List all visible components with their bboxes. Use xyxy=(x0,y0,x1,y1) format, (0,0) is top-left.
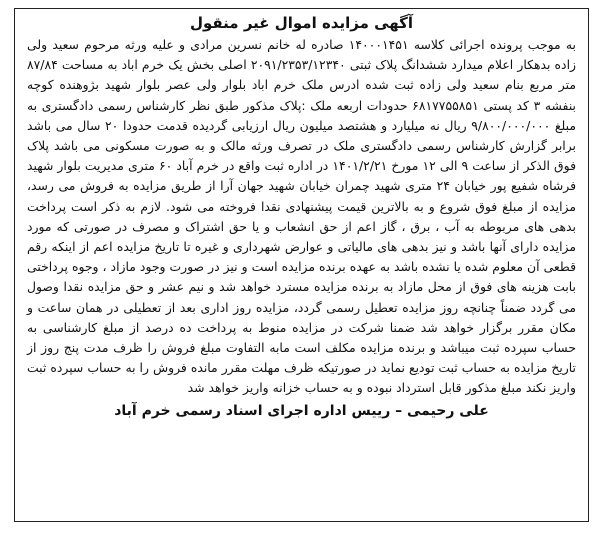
auction-notice xyxy=(14,8,589,522)
notice-title: آگهی مزایده اموال غیر منقول xyxy=(189,14,414,32)
notice-signature: علی رحیمی – رییس اداره اجرای اسناد رسمی خرم آباد xyxy=(114,402,489,419)
notice-body: به موجب پرونده اجرائی کلاسه ۱۴۰۰۰۱۴۵۱ صادره له خانم نسرین مرادی و علیه ورثه مرحوم سعید ولی زاده بدهکار اعلام میدارد ششدانگ پلاک ثبتی ۲۰۹۱/۲۳۵۳/۱۲۳۴۰ اصلی بخش یک خرم اباد به مساحت ۸۷/۸۴ متر مربع بنام سعید ولی زاده ثبت شده ادرس ملک خرم اباد بلوار ولی عصر بلوار شهید بژوهنده کوچه بنفشه ۳ کد پستی ۶۸۱۷۷۵۵۸۵۱ حدودات اربعه ملک :پلاک مذکور طبق نظر کارشناس رسمی دادگستری به مبلغ ۹/۸۰۰/۰۰۰/۰۰۰ ریال نه میلیارد و هشتصد میلیون ریال ارزیابی گردیده قدمت حدودا ۲۰ سال می باشد برابر گزارش کارشناس رسمی دادگستری ملک در تصرف ورثه مالک و به صورت مسکونی می باشد پلاک فوق الذکر از ساعت ۹ الی ۱۲ مورخ ۱۴۰۱/۲/۲۱ در اداره ثبت واقع در خرم آباد ۶۰ متری مدیریت بلوار شهید فرشاه شفیع پور خیابان ۲۴ متری شهید چمران خیابان شهید جهان آرا از طریق مزایده به فروش می رسد، مزایده از مبلغ فوق شروع و به بالاترین قیمت پیشنهادی نقدا فروخته می شود. لازم به ذکر است پرداخت بدهی های مربوطه به آب ، برق ، گاز اعم از حق انشعاب و یا حق اشتراک و مصرف در صورتی که مورد مزایده دارای آنها باشد و نیز بدهی های مالیاتی و عوارض شهرداری و غیره تا تاریخ مزایده اعم از اینکه رقم قطعی آن معلوم شده یا نشده باشد به عهده برنده مزایده است و نیز در صورت وجود مازاد ، وجوه پرداختی بابت هزینه های فوق از محل مازاد به برنده مزایده مسترد خواهد شد و نیم عشر و حق مزایده نقدا وصول می گردد ضمناً چنانچه روز مزایده تعطیل رسمی گردد، مزایده روز اداری بعد از تعطیلی در همان ساعت و مکان مقرر برگزار خواهد شد ضمنا شرکت در مزایده منوط به پرداخت ده درصد از مبلغ کارشناسی به حساب سپرده ثبت میباشد و برنده مزایده مکلف است مابه التفاوت مبلغ فروش را ظرف مدت پنج روز از تاریخ مزایده به حساب ثبت تودیع نماید در صورتیکه ظرف مهلت مقرر مانده فروش را به حساب سپرده ثبت واریز نکند مبلغ مذکور قابل استرداد نبوده و به حساب خزانه واریز خواهد شد xyxy=(27,37,577,396)
